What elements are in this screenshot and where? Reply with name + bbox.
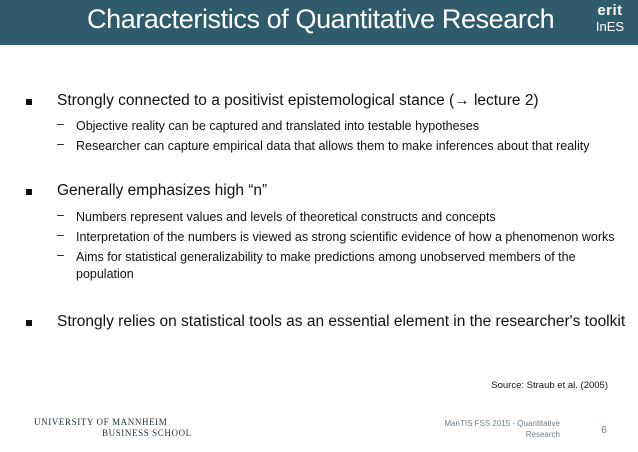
university-logo-line-1: UNIVERSITY OF MANNHEIM xyxy=(34,417,168,427)
bullet-marker xyxy=(26,189,32,195)
sub-bullet-2-3: Aims for statistical generalizability to make predictions among unobserved members of the xyxy=(76,250,576,264)
bullet-1: Strongly connected to a positivist epistemological stance (→ lecture 2) xyxy=(57,92,539,109)
page-number: 6 xyxy=(601,424,607,436)
course-footer xyxy=(410,418,560,440)
dash-marker: – xyxy=(57,248,64,262)
bullet-marker xyxy=(26,99,32,105)
logo-line-1: erit xyxy=(597,2,623,19)
slide-title: Characteristics of Quantitative Research xyxy=(87,4,555,34)
bullet-3: Strongly relies on statistical tools as an essential element in the researcher's toolkit xyxy=(57,313,626,330)
eris-logo xyxy=(590,2,630,42)
university-logo xyxy=(34,417,192,439)
logo-line-2: InES xyxy=(595,19,625,34)
university-logo-line-2: BUSINESS SCHOOL xyxy=(102,428,192,438)
dash-marker: – xyxy=(57,228,64,242)
sub-bullet-2-1: Numbers represent values and levels of theoretical constructs and concepts xyxy=(76,210,496,224)
course-footer-line-2: Research xyxy=(525,430,560,439)
sub-bullet-2-3-cont: population xyxy=(76,267,134,281)
sub-bullet-1-2: Researcher can capture empirical data that allows them to make inferences about that reality xyxy=(76,139,590,153)
source-citation: Source: Straub et al. (2005) xyxy=(491,380,608,391)
sub-bullet-1-1: Objective reality can be captured and translated into testable hypotheses xyxy=(76,119,480,133)
title-bar xyxy=(0,0,638,45)
bullet-marker xyxy=(26,320,32,326)
dash-marker: – xyxy=(57,137,64,151)
dash-marker: – xyxy=(57,117,64,131)
course-footer-line-1: ManTIS FSS 2015 - Quantitative xyxy=(444,419,560,428)
sub-bullet-2-2: Interpretation of the numbers is viewed as strong scientific evidence of how a phenomenon works xyxy=(76,230,615,244)
dash-marker: – xyxy=(57,208,64,222)
bullet-2: Generally emphasizes high “n” xyxy=(57,182,268,199)
